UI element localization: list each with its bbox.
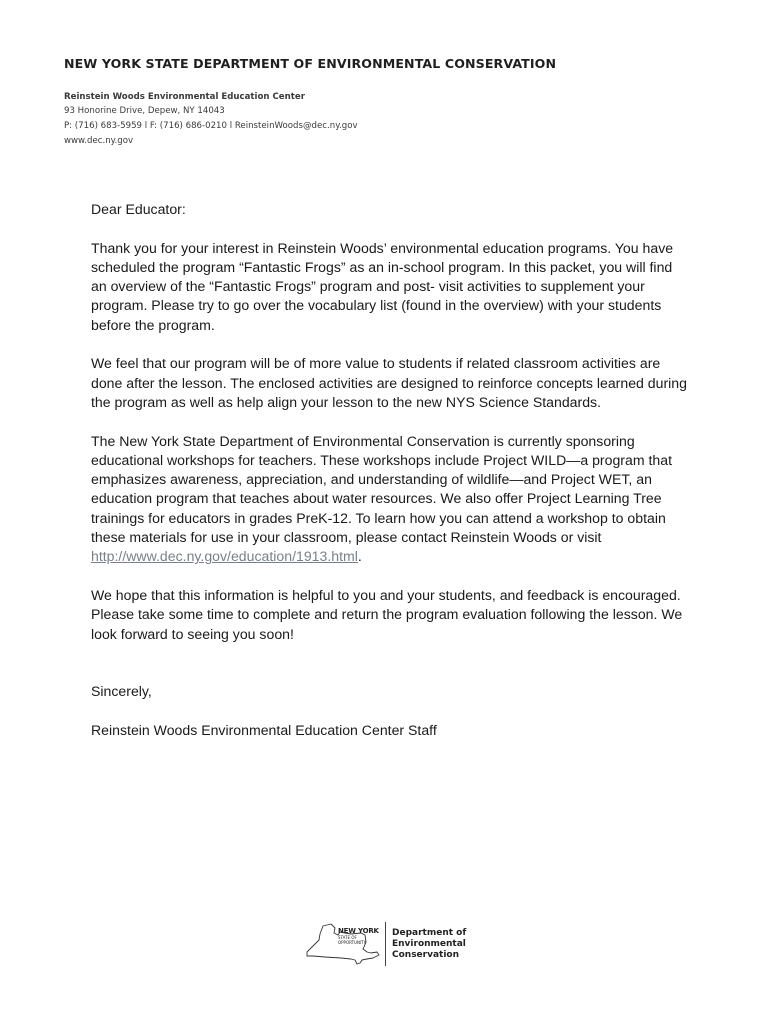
dept-line3: Conservation [392, 950, 460, 960]
paragraph-feedback: We hope that this information is helpful to you and your students, and feedback is encouraged. Please take some time to complete and return the program evaluation following the lesson. We look forward to seeing you soon! [91, 586, 683, 642]
paragraph-activities: We feel that our program will be of more value to students if related classroom activities are done after the lesson. The enclosed activities are designed to reinforce concepts learned during the program as well as help align your lesson to the new NYS Science Standards. [91, 355, 687, 410]
signature: Reinstein Woods Environmental Education Center Staff [91, 722, 437, 739]
department-name [392, 928, 466, 961]
organization-name: NEW YORK STATE DEPARTMENT OF ENVIRONMENTAL CONSERVATION [64, 56, 557, 71]
paragraph-intro: Thank you for your interest in Reinstein Woods’ environmental education programs. You have scheduled the program “Fantastic Frogs” as an in-school program. In this packet, you will find an overview of the “Fantastic Frogs” program and post- visit activities to supplement your program. Please try to go over the vocabulary list (found in the overview) with your students before the program. [91, 239, 674, 333]
center-name: Reinstein Woods Environmental Education Center [64, 92, 305, 102]
center-contact: P: (716) 683-5959 l F: (716) 686-0210 l ReinsteinWoods@dec.ny.gov [64, 121, 358, 131]
dept-line1: Department of [392, 928, 467, 938]
paragraph-workshops-text: The New York State Department of Environmental Conservation is currently sponsoring educational workshops for teachers. These workshops include Project WILD—a program that emphasizes awareness, appreciation, and understanding of wildlife—and Project WET, an education program that teaches about water resources. We also offer Project Learning Tree trainings for educators in grades PreK-12. To learn how you can attend a workshop to obtain these materials for use in your classroom, please contact Reinstein Woods or visit [91, 432, 672, 546]
education-link[interactable]: http://www.dec.ny.gov/education/1913.html [91, 548, 358, 565]
center-website: www.dec.ny.gov [64, 136, 134, 146]
ny-wordmark-line3: OPPORTUNITY. [338, 940, 367, 945]
ny-wordmark [338, 927, 379, 945]
letter-body [91, 200, 691, 760]
letterhead [64, 55, 704, 149]
closing: Sincerely, [91, 683, 152, 700]
paragraph-workshops-end: . [357, 548, 362, 565]
nys-dec-logo [305, 920, 475, 970]
ny-wordmark-line2: STATE OF [338, 935, 357, 940]
spacer [91, 663, 691, 682]
salutation: Dear Educator: [91, 201, 186, 217]
dept-line2: Environmental [392, 939, 466, 949]
paragraph-workshops [91, 432, 691, 567]
ny-wordmark-line1: NEW YORK [338, 927, 379, 935]
logo-divider [385, 922, 386, 966]
center-address: 93 Honorine Drive, Depew, NY 14043 [64, 106, 225, 116]
